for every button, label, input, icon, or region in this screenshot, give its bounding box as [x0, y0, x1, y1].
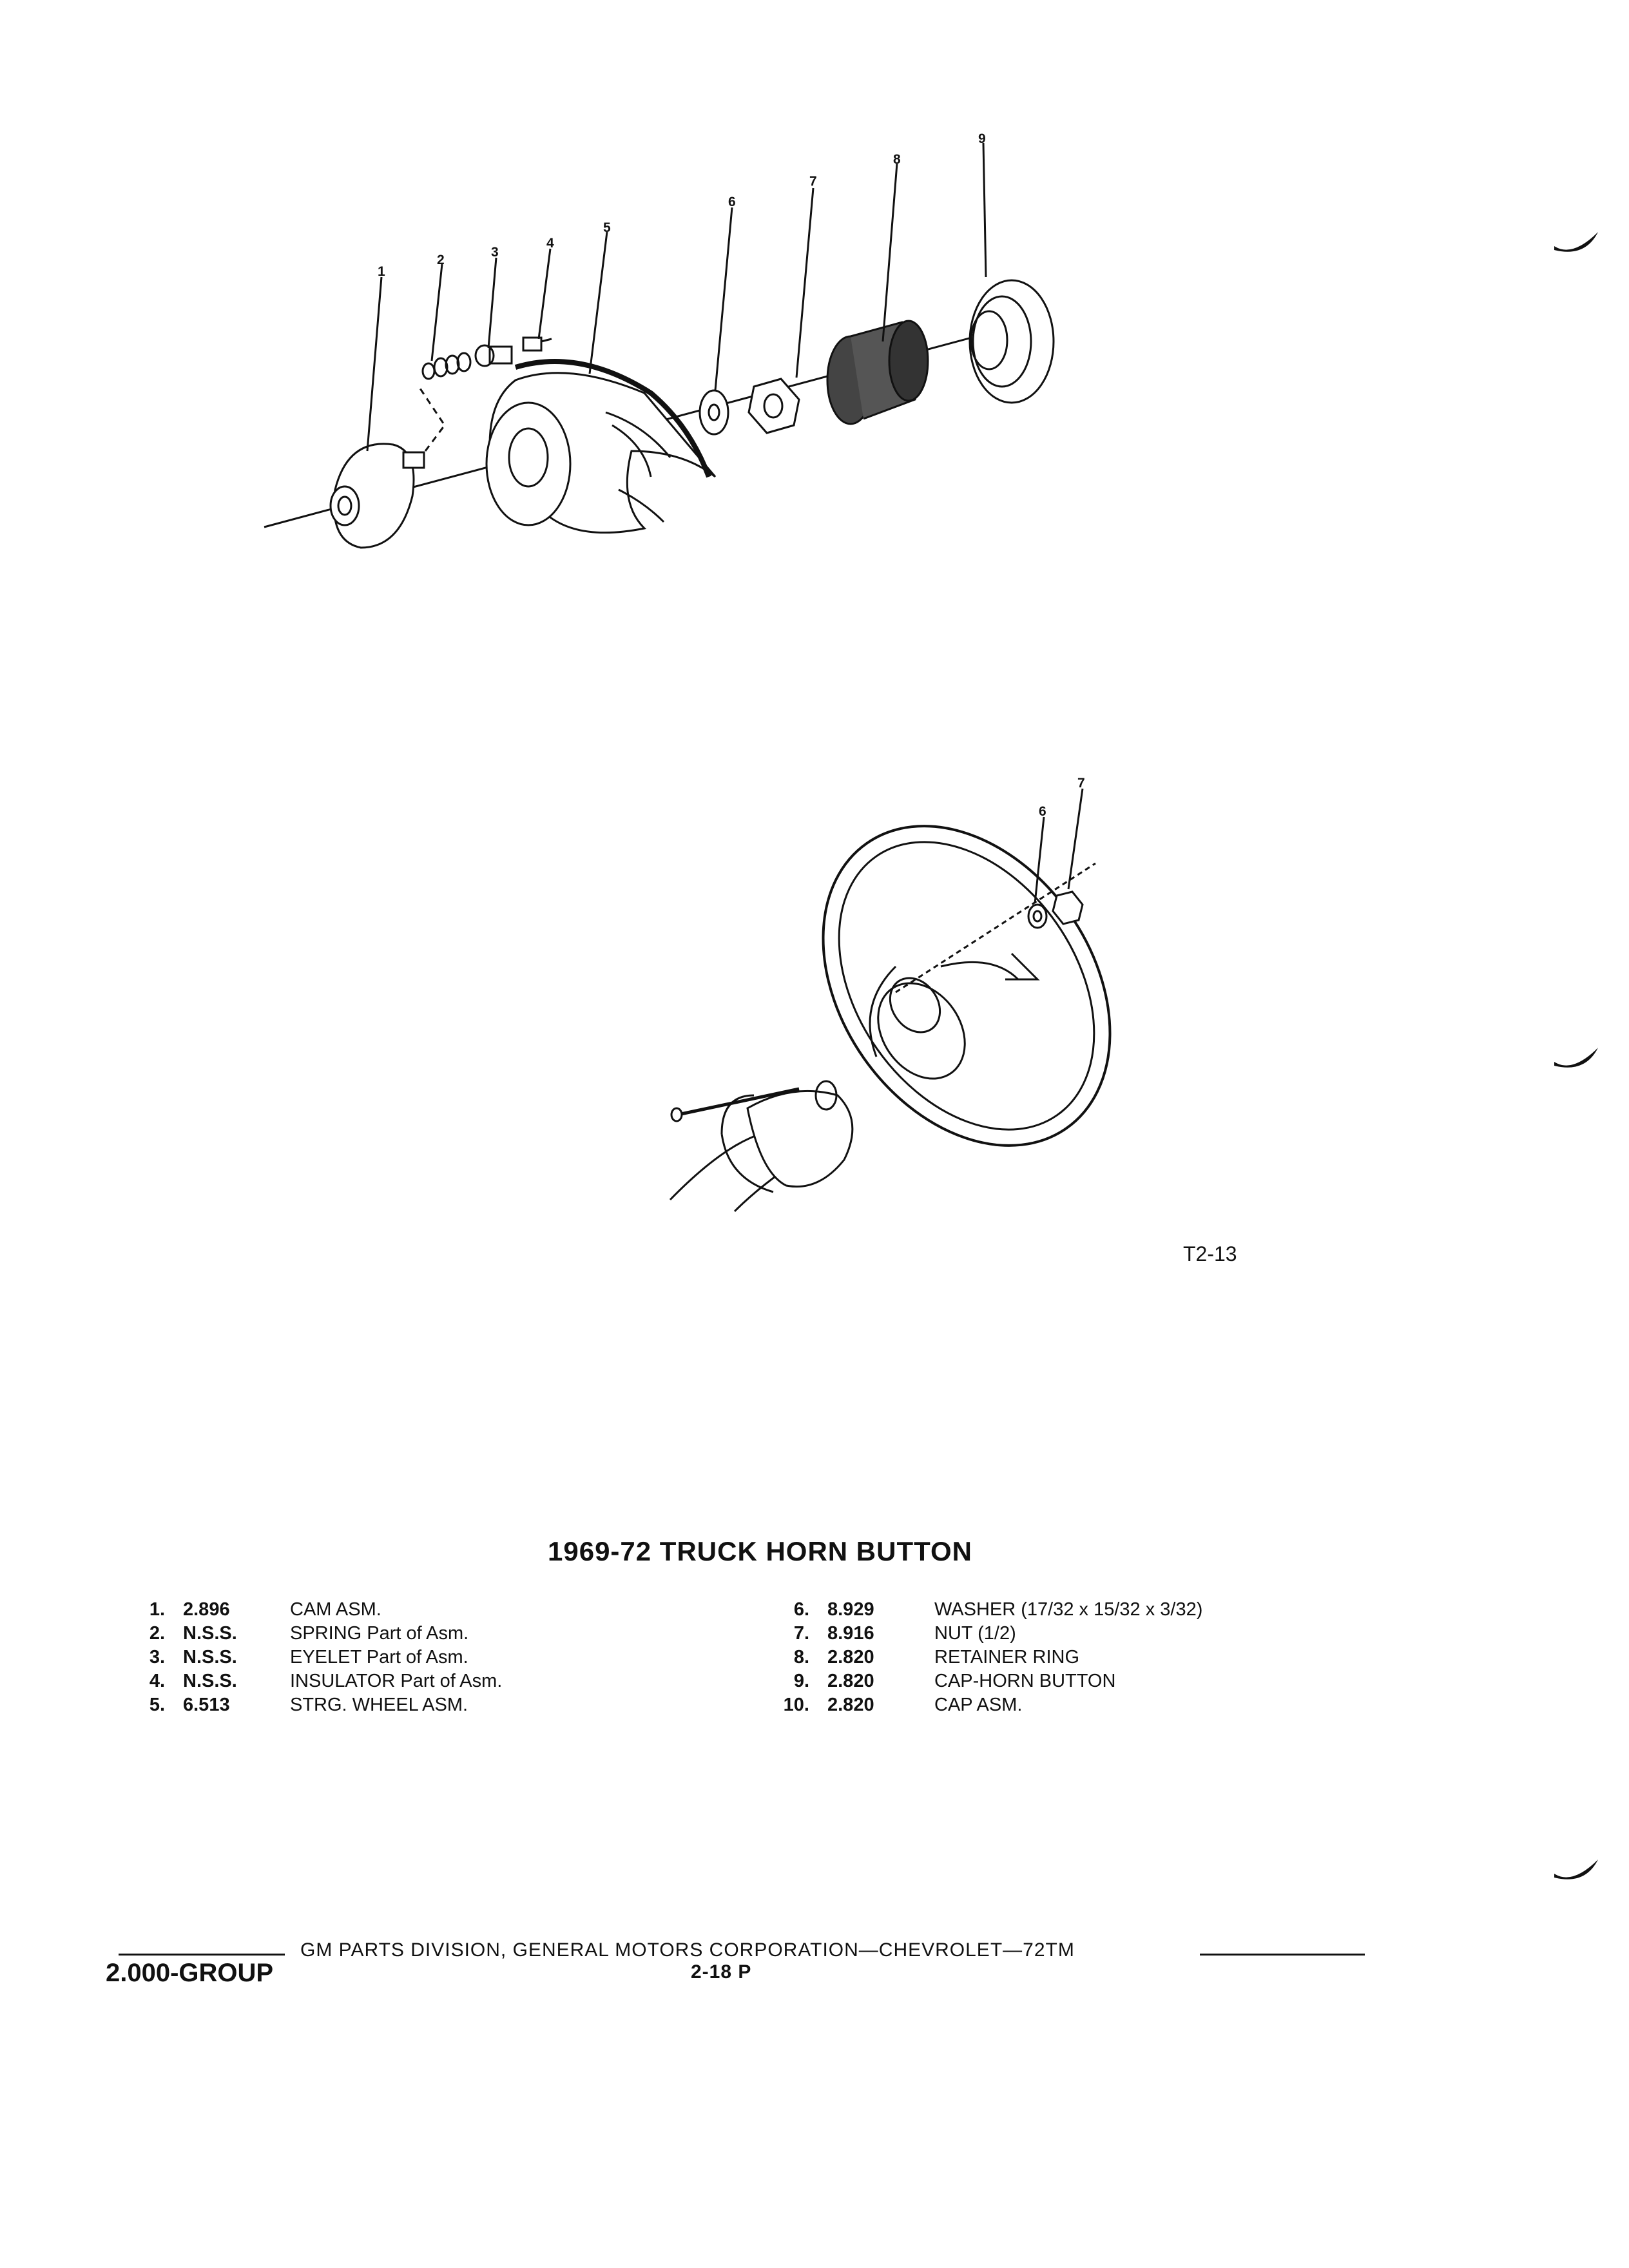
cap-horn-button-illustration	[970, 280, 1054, 403]
part-group-number: 8.916	[827, 1623, 874, 1644]
part-description: SPRING Part of Asm.	[290, 1623, 469, 1644]
item-number: 10.	[783, 1695, 809, 1715]
group-number: 2.000-GROUP	[106, 1959, 274, 1987]
washer-illustration	[700, 390, 728, 434]
item-number: 2.	[149, 1623, 165, 1644]
callout-4: 4	[546, 236, 554, 251]
bottom-callouts	[1039, 776, 1085, 819]
part-description: NUT (1/2)	[934, 1623, 1016, 1644]
part-description: CAP-HORN BUTTON	[934, 1671, 1116, 1691]
callout-6: 6	[728, 195, 736, 209]
parts-row	[126, 1647, 502, 1671]
parts-row	[771, 1695, 1202, 1718]
bottom-steering-wheel-view	[670, 771, 1170, 1211]
item-number: 8.	[793, 1647, 809, 1667]
parts-row	[771, 1599, 1202, 1623]
page-number: 2-18 P	[691, 1961, 752, 1983]
part-group-number: 2.820	[827, 1671, 874, 1691]
item-number: 7.	[793, 1623, 809, 1644]
part-description: CAM ASM.	[290, 1599, 381, 1620]
part-group-number: 8.929	[827, 1599, 874, 1620]
parts-list-right	[771, 1599, 1202, 1718]
cam-asm-illustration	[331, 444, 424, 548]
callout-9: 9	[978, 131, 986, 146]
callout-3: 3	[491, 245, 499, 260]
part-group-number: N.S.S.	[183, 1647, 237, 1667]
item-number: 4.	[149, 1671, 165, 1691]
part-description: STRG. WHEEL ASM.	[290, 1695, 468, 1715]
parts-row	[771, 1623, 1202, 1647]
callout-1: 1	[378, 264, 385, 279]
parts-list-left	[126, 1599, 502, 1718]
steering-wheel-hub-illustration	[487, 361, 715, 533]
part-description: EYELET Part of Asm.	[290, 1647, 468, 1667]
nut-illustration	[749, 379, 799, 433]
part-group-number: N.S.S.	[183, 1623, 237, 1644]
item-number: 6.	[793, 1599, 809, 1620]
parts-row	[126, 1695, 502, 1718]
callout-8: 8	[893, 152, 901, 167]
item-number: 5.	[149, 1695, 165, 1715]
callout-2: 2	[437, 253, 445, 267]
spring-eyelet-insulator-illustration	[423, 338, 552, 379]
margin-marks	[1554, 232, 1598, 1879]
footer-rule-right	[1200, 1954, 1365, 1956]
item-number: 9.	[793, 1671, 809, 1691]
part-description: WASHER (17/32 x 15/32 x 3/32)	[934, 1599, 1203, 1620]
parts-row	[126, 1671, 502, 1695]
figure-reference: T2-13	[1183, 1242, 1237, 1265]
item-number: 3.	[149, 1647, 165, 1667]
top-exploded-view	[264, 143, 1054, 548]
retainer-ring-illustration	[827, 321, 928, 424]
parts-row	[126, 1623, 502, 1647]
item-number: 1.	[149, 1599, 165, 1620]
callout-7-bottom: 7	[1077, 776, 1085, 791]
parts-row	[771, 1647, 1202, 1671]
part-description: RETAINER RING	[934, 1647, 1080, 1667]
part-group-number: 2.896	[183, 1599, 230, 1620]
part-group-number: 2.820	[827, 1647, 874, 1667]
footer-rule-left	[119, 1954, 285, 1956]
page-title: 1969-72 TRUCK HORN BUTTON	[548, 1536, 972, 1566]
footer-publisher: GM PARTS DIVISION, GENERAL MOTORS CORPORATION—CHEVROLET—72TM	[300, 1939, 1075, 1961]
parts-row	[771, 1671, 1202, 1695]
part-group-number: N.S.S.	[183, 1671, 237, 1691]
callout-5: 5	[603, 220, 611, 235]
parts-row	[126, 1599, 502, 1623]
part-description: INSULATOR Part of Asm.	[290, 1671, 503, 1691]
callout-7: 7	[809, 174, 817, 189]
part-group-number: 6.513	[183, 1695, 230, 1715]
part-description: CAP ASM.	[934, 1695, 1023, 1715]
callout-6-bottom: 6	[1039, 804, 1046, 819]
part-group-number: 2.820	[827, 1695, 874, 1715]
